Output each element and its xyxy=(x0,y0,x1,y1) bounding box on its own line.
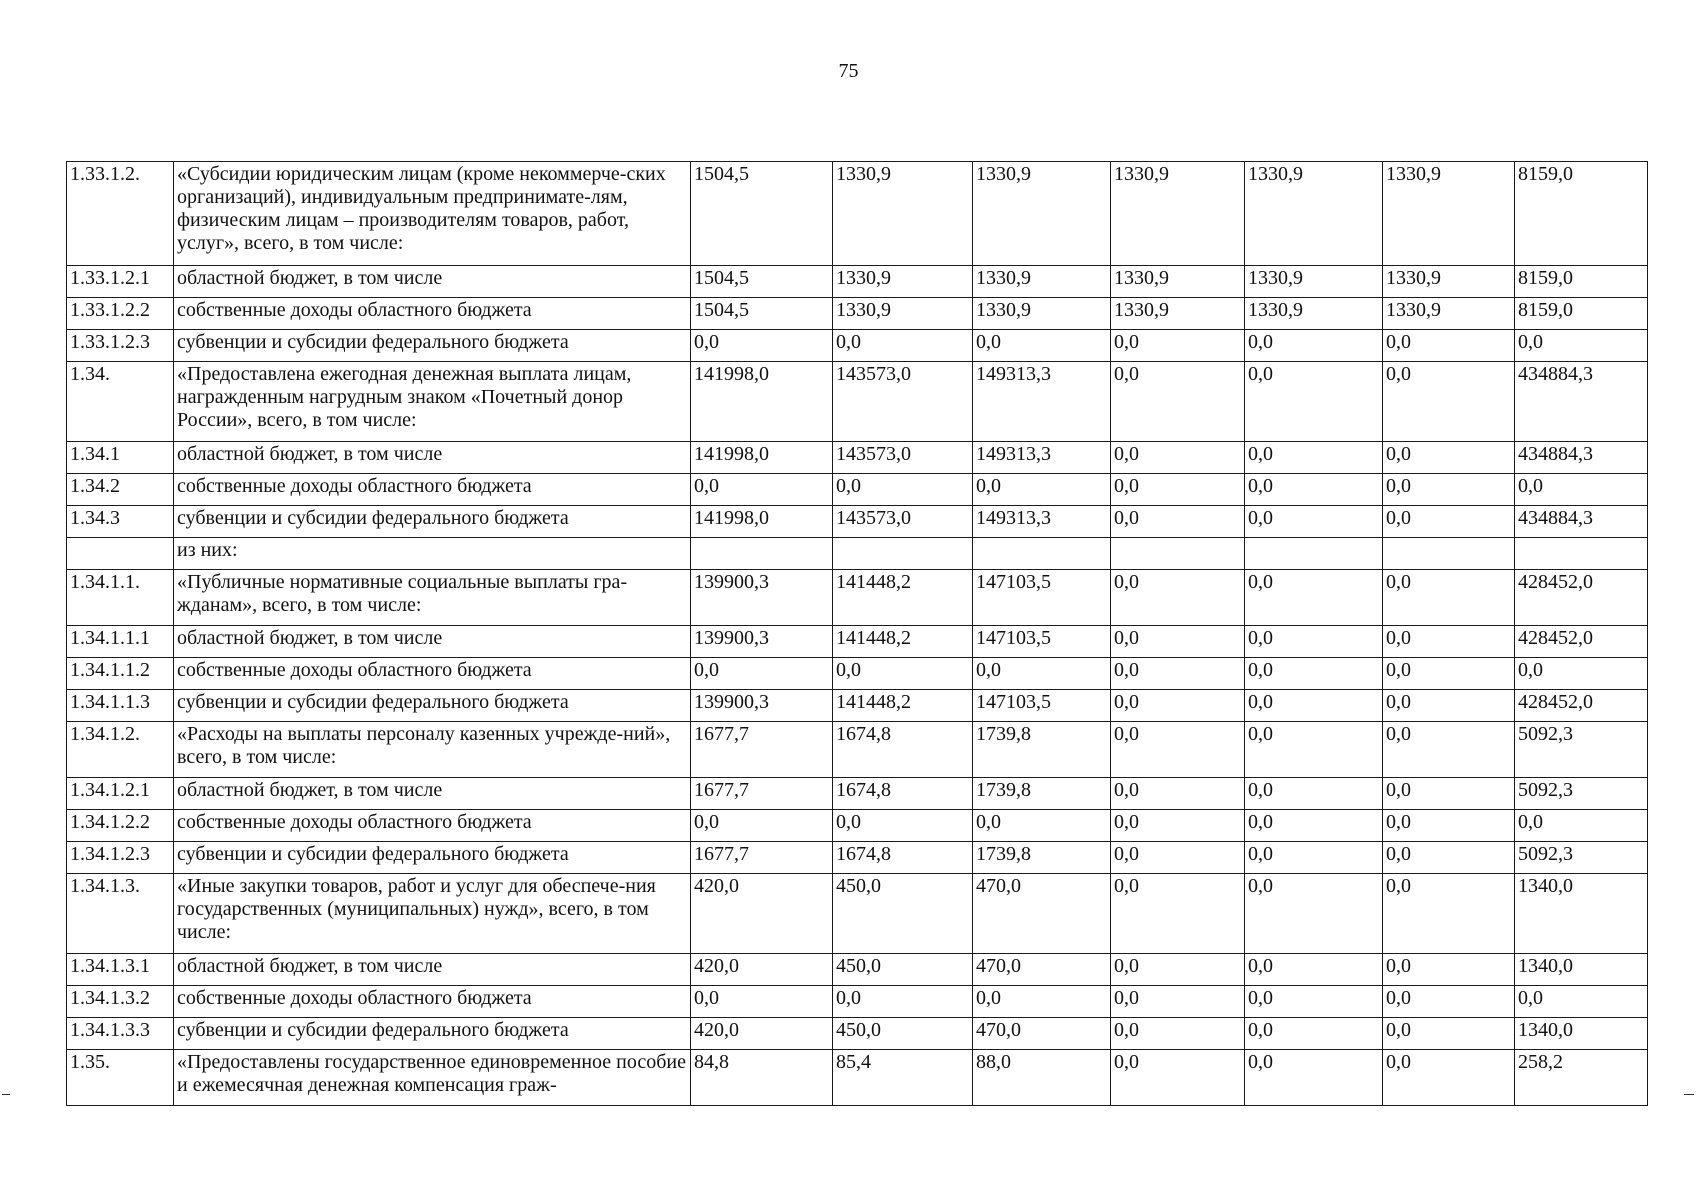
row-value-3: 149313,3 xyxy=(973,506,1111,538)
row-value-2: 143573,0 xyxy=(833,506,973,538)
row-value-7: 5092,3 xyxy=(1515,722,1648,778)
row-value-4: 0,0 xyxy=(1111,810,1245,842)
row-value-4: 0,0 xyxy=(1111,442,1245,474)
row-value-5: 0,0 xyxy=(1245,626,1383,658)
left-edge-mark xyxy=(2,1094,10,1095)
row-value-7: 5092,3 xyxy=(1515,778,1648,810)
row-value-6: 0,0 xyxy=(1383,474,1515,506)
table-row xyxy=(67,626,1648,658)
row-value-2: 0,0 xyxy=(833,658,973,690)
row-value-7: 428452,0 xyxy=(1515,690,1648,722)
row-value-7: 434884,3 xyxy=(1515,442,1648,474)
row-value-2: 1330,9 xyxy=(833,162,973,266)
row-value-1: 139900,3 xyxy=(691,570,833,626)
row-value-5: 0,0 xyxy=(1245,778,1383,810)
row-value-7: 1340,0 xyxy=(1515,954,1648,986)
table-row xyxy=(67,362,1648,442)
row-value-5: 0,0 xyxy=(1245,506,1383,538)
row-value-2: 85,4 xyxy=(833,1050,973,1106)
row-value-3: 149313,3 xyxy=(973,362,1111,442)
row-value-6: 0,0 xyxy=(1383,810,1515,842)
row-value-6: 1330,9 xyxy=(1383,298,1515,330)
row-value-3: 147103,5 xyxy=(973,570,1111,626)
row-value-6: 0,0 xyxy=(1383,842,1515,874)
row-value-3: 470,0 xyxy=(973,954,1111,986)
row-value-7: 8159,0 xyxy=(1515,266,1648,298)
row-value-3: 1739,8 xyxy=(973,778,1111,810)
row-value-1: 141998,0 xyxy=(691,442,833,474)
row-value-2: 143573,0 xyxy=(833,442,973,474)
row-value-2: 143573,0 xyxy=(833,362,973,442)
row-code: 1.34.1.1. xyxy=(67,570,174,626)
row-value-5 xyxy=(1245,538,1383,570)
row-value-7: 0,0 xyxy=(1515,474,1648,506)
row-value-1: 420,0 xyxy=(691,1018,833,1050)
row-value-6: 0,0 xyxy=(1383,778,1515,810)
row-value-4: 0,0 xyxy=(1111,626,1245,658)
row-name: областной бюджет, в том числе xyxy=(174,778,691,810)
row-value-1: 420,0 xyxy=(691,874,833,954)
row-value-7: 1340,0 xyxy=(1515,1018,1648,1050)
row-value-6 xyxy=(1383,538,1515,570)
row-value-5: 0,0 xyxy=(1245,330,1383,362)
row-name: из них: xyxy=(174,538,691,570)
row-value-6: 0,0 xyxy=(1383,874,1515,954)
row-value-5: 0,0 xyxy=(1245,722,1383,778)
row-value-1: 1504,5 xyxy=(691,162,833,266)
row-name: субвенции и субсидии федерального бюджета xyxy=(174,1018,691,1050)
row-value-4: 0,0 xyxy=(1111,1050,1245,1106)
row-name: областной бюджет, в том числе xyxy=(174,266,691,298)
row-code: 1.34.1 xyxy=(67,442,174,474)
row-value-1: 84,8 xyxy=(691,1050,833,1106)
row-value-3: 470,0 xyxy=(973,874,1111,954)
row-value-3: 1330,9 xyxy=(973,298,1111,330)
row-value-3: 147103,5 xyxy=(973,626,1111,658)
table-row xyxy=(67,162,1648,266)
row-value-6: 0,0 xyxy=(1383,954,1515,986)
row-value-6: 0,0 xyxy=(1383,570,1515,626)
row-value-5: 0,0 xyxy=(1245,570,1383,626)
row-value-3: 1739,8 xyxy=(973,722,1111,778)
row-value-5: 0,0 xyxy=(1245,690,1383,722)
row-value-2 xyxy=(833,538,973,570)
row-value-3: 470,0 xyxy=(973,1018,1111,1050)
row-value-1: 139900,3 xyxy=(691,626,833,658)
table-row xyxy=(67,658,1648,690)
row-value-5: 0,0 xyxy=(1245,874,1383,954)
row-value-3: 0,0 xyxy=(973,986,1111,1018)
row-code: 1.34.1.2. xyxy=(67,722,174,778)
row-value-2: 0,0 xyxy=(833,330,973,362)
row-name: областной бюджет, в том числе xyxy=(174,442,691,474)
row-value-6: 0,0 xyxy=(1383,658,1515,690)
row-value-5: 0,0 xyxy=(1245,474,1383,506)
row-value-4: 0,0 xyxy=(1111,986,1245,1018)
row-name: субвенции и субсидии федерального бюджета xyxy=(174,506,691,538)
row-value-7: 8159,0 xyxy=(1515,298,1648,330)
table-row xyxy=(67,538,1648,570)
row-code: 1.34.1.3.1 xyxy=(67,954,174,986)
row-value-1: 1504,5 xyxy=(691,298,833,330)
table-row xyxy=(67,986,1648,1018)
row-value-7: 0,0 xyxy=(1515,330,1648,362)
right-edge-mark xyxy=(1684,1094,1694,1095)
row-value-7: 258,2 xyxy=(1515,1050,1648,1106)
row-value-2: 450,0 xyxy=(833,954,973,986)
row-value-4: 0,0 xyxy=(1111,1018,1245,1050)
row-name: субвенции и субсидии федерального бюджета xyxy=(174,330,691,362)
row-value-2: 450,0 xyxy=(833,874,973,954)
row-value-5: 1330,9 xyxy=(1245,298,1383,330)
row-value-4: 1330,9 xyxy=(1111,162,1245,266)
row-code: 1.34.1.1.1 xyxy=(67,626,174,658)
row-name: областной бюджет, в том числе xyxy=(174,954,691,986)
row-name: собственные доходы областного бюджета xyxy=(174,810,691,842)
row-value-2: 450,0 xyxy=(833,1018,973,1050)
row-code: 1.35. xyxy=(67,1050,174,1106)
row-value-4 xyxy=(1111,538,1245,570)
row-value-1 xyxy=(691,538,833,570)
row-value-6: 0,0 xyxy=(1383,330,1515,362)
row-value-7: 8159,0 xyxy=(1515,162,1648,266)
row-value-4: 0,0 xyxy=(1111,954,1245,986)
row-code: 1.34.1.3.3 xyxy=(67,1018,174,1050)
row-value-6: 0,0 xyxy=(1383,690,1515,722)
row-value-3: 0,0 xyxy=(973,474,1111,506)
row-value-2: 141448,2 xyxy=(833,690,973,722)
row-value-7: 428452,0 xyxy=(1515,626,1648,658)
table-row xyxy=(67,954,1648,986)
row-value-2: 1330,9 xyxy=(833,298,973,330)
row-name: собственные доходы областного бюджета xyxy=(174,986,691,1018)
table-row xyxy=(67,690,1648,722)
row-value-3: 1330,9 xyxy=(973,266,1111,298)
row-value-5: 1330,9 xyxy=(1245,266,1383,298)
row-code: 1.34.2 xyxy=(67,474,174,506)
table-row xyxy=(67,1018,1648,1050)
table-row xyxy=(67,874,1648,954)
table-row xyxy=(67,266,1648,298)
row-value-3: 1330,9 xyxy=(973,162,1111,266)
row-name: «Предоставлена ежегодная денежная выплата лицам, награжденным нагрудным знаком «Почетный донор России», всего, в том числе: xyxy=(174,362,691,442)
row-value-5: 0,0 xyxy=(1245,442,1383,474)
row-value-1: 420,0 xyxy=(691,954,833,986)
row-value-2: 0,0 xyxy=(833,474,973,506)
row-code: 1.34.1.3.2 xyxy=(67,986,174,1018)
row-value-2: 0,0 xyxy=(833,986,973,1018)
row-code: 1.33.1.2.2 xyxy=(67,298,174,330)
row-value-7: 428452,0 xyxy=(1515,570,1648,626)
row-value-5: 0,0 xyxy=(1245,986,1383,1018)
row-name: субвенции и субсидии федерального бюджета xyxy=(174,842,691,874)
row-value-2: 1674,8 xyxy=(833,842,973,874)
row-name: «Публичные нормативные социальные выплаты гра-жданам», всего, в том числе: xyxy=(174,570,691,626)
row-value-3: 0,0 xyxy=(973,658,1111,690)
row-name: собственные доходы областного бюджета xyxy=(174,658,691,690)
row-value-1: 1504,5 xyxy=(691,266,833,298)
row-value-7: 0,0 xyxy=(1515,810,1648,842)
row-value-5: 0,0 xyxy=(1245,810,1383,842)
budget-table xyxy=(66,161,1648,1106)
row-value-3: 0,0 xyxy=(973,330,1111,362)
row-name: собственные доходы областного бюджета xyxy=(174,474,691,506)
row-value-5: 0,0 xyxy=(1245,362,1383,442)
row-value-4: 1330,9 xyxy=(1111,266,1245,298)
table-row xyxy=(67,298,1648,330)
row-value-5: 0,0 xyxy=(1245,842,1383,874)
row-value-4: 1330,9 xyxy=(1111,298,1245,330)
table-row xyxy=(67,330,1648,362)
row-code: 1.34.1.3. xyxy=(67,874,174,954)
row-value-3: 88,0 xyxy=(973,1050,1111,1106)
row-value-6: 1330,9 xyxy=(1383,162,1515,266)
table-row xyxy=(67,722,1648,778)
row-code: 1.34.1.2.1 xyxy=(67,778,174,810)
row-value-5: 0,0 xyxy=(1245,954,1383,986)
row-name: областной бюджет, в том числе xyxy=(174,626,691,658)
row-code: 1.34.1.1.2 xyxy=(67,658,174,690)
row-value-1: 141998,0 xyxy=(691,506,833,538)
row-value-6: 1330,9 xyxy=(1383,266,1515,298)
row-code: 1.34.1.2.2 xyxy=(67,810,174,842)
row-value-4: 0,0 xyxy=(1111,874,1245,954)
table-row xyxy=(67,570,1648,626)
row-value-2: 1330,9 xyxy=(833,266,973,298)
row-name: «Расходы на выплаты персоналу казенных учрежде-ний», всего, в том числе: xyxy=(174,722,691,778)
row-value-2: 141448,2 xyxy=(833,626,973,658)
row-name: «Предоставлены государственное единовременное пособие и ежемесячная денежная компенсация граж- xyxy=(174,1050,691,1106)
row-value-1: 141998,0 xyxy=(691,362,833,442)
row-value-1: 0,0 xyxy=(691,474,833,506)
row-code: 1.34.3 xyxy=(67,506,174,538)
row-value-4: 0,0 xyxy=(1111,330,1245,362)
row-value-3: 149313,3 xyxy=(973,442,1111,474)
row-value-1: 1677,7 xyxy=(691,722,833,778)
row-value-2: 0,0 xyxy=(833,810,973,842)
row-value-5: 0,0 xyxy=(1245,658,1383,690)
table-row xyxy=(67,778,1648,810)
row-code: 1.33.1.2. xyxy=(67,162,174,266)
row-name: «Иные закупки товаров, работ и услуг для обеспече-ния государственных (муниципальных) нужд», всего, в том числе: xyxy=(174,874,691,954)
row-value-1: 0,0 xyxy=(691,658,833,690)
table-row xyxy=(67,1050,1648,1106)
row-value-5: 0,0 xyxy=(1245,1050,1383,1106)
row-value-7 xyxy=(1515,538,1648,570)
row-name: «Субсидии юридическим лицам (кроме некоммерче-ских организаций), индивидуальным предпринимате-лям, физическим лицам – производителям товаров, работ, услуг», всего, в том числе: xyxy=(174,162,691,266)
row-value-1: 1677,7 xyxy=(691,842,833,874)
row-value-7: 1340,0 xyxy=(1515,874,1648,954)
row-value-3 xyxy=(973,538,1111,570)
row-value-6: 0,0 xyxy=(1383,1050,1515,1106)
row-value-6: 0,0 xyxy=(1383,722,1515,778)
row-value-1: 0,0 xyxy=(691,330,833,362)
row-value-2: 1674,8 xyxy=(833,778,973,810)
row-value-6: 0,0 xyxy=(1383,442,1515,474)
row-value-3: 147103,5 xyxy=(973,690,1111,722)
table-body xyxy=(67,162,1648,1106)
row-value-4: 0,0 xyxy=(1111,362,1245,442)
row-value-6: 0,0 xyxy=(1383,362,1515,442)
row-value-1: 1677,7 xyxy=(691,778,833,810)
row-name: субвенции и субсидии федерального бюджета xyxy=(174,690,691,722)
row-value-6: 0,0 xyxy=(1383,1018,1515,1050)
row-value-7: 434884,3 xyxy=(1515,506,1648,538)
row-name: собственные доходы областного бюджета xyxy=(174,298,691,330)
row-value-1: 0,0 xyxy=(691,810,833,842)
row-value-4: 0,0 xyxy=(1111,570,1245,626)
row-value-1: 0,0 xyxy=(691,986,833,1018)
row-code: 1.33.1.2.3 xyxy=(67,330,174,362)
row-value-7: 434884,3 xyxy=(1515,362,1648,442)
table-row xyxy=(67,442,1648,474)
row-value-7: 0,0 xyxy=(1515,658,1648,690)
row-value-3: 1739,8 xyxy=(973,842,1111,874)
row-value-2: 141448,2 xyxy=(833,570,973,626)
row-value-7: 0,0 xyxy=(1515,986,1648,1018)
row-value-6: 0,0 xyxy=(1383,506,1515,538)
row-value-4: 0,0 xyxy=(1111,474,1245,506)
row-code xyxy=(67,538,174,570)
row-value-7: 5092,3 xyxy=(1515,842,1648,874)
row-value-1: 139900,3 xyxy=(691,690,833,722)
row-value-2: 1674,8 xyxy=(833,722,973,778)
row-value-4: 0,0 xyxy=(1111,778,1245,810)
row-value-4: 0,0 xyxy=(1111,690,1245,722)
table-row xyxy=(67,474,1648,506)
row-value-6: 0,0 xyxy=(1383,626,1515,658)
row-code: 1.33.1.2.1 xyxy=(67,266,174,298)
row-value-5: 1330,9 xyxy=(1245,162,1383,266)
page-number: 75 xyxy=(838,60,859,82)
row-value-5: 0,0 xyxy=(1245,1018,1383,1050)
row-code: 1.34. xyxy=(67,362,174,442)
row-value-6: 0,0 xyxy=(1383,986,1515,1018)
row-code: 1.34.1.2.3 xyxy=(67,842,174,874)
row-value-4: 0,0 xyxy=(1111,658,1245,690)
row-value-4: 0,0 xyxy=(1111,722,1245,778)
table-row xyxy=(67,810,1648,842)
row-code: 1.34.1.1.3 xyxy=(67,690,174,722)
table-row xyxy=(67,842,1648,874)
row-value-3: 0,0 xyxy=(973,810,1111,842)
table-row xyxy=(67,506,1648,538)
row-value-4: 0,0 xyxy=(1111,842,1245,874)
row-value-4: 0,0 xyxy=(1111,506,1245,538)
